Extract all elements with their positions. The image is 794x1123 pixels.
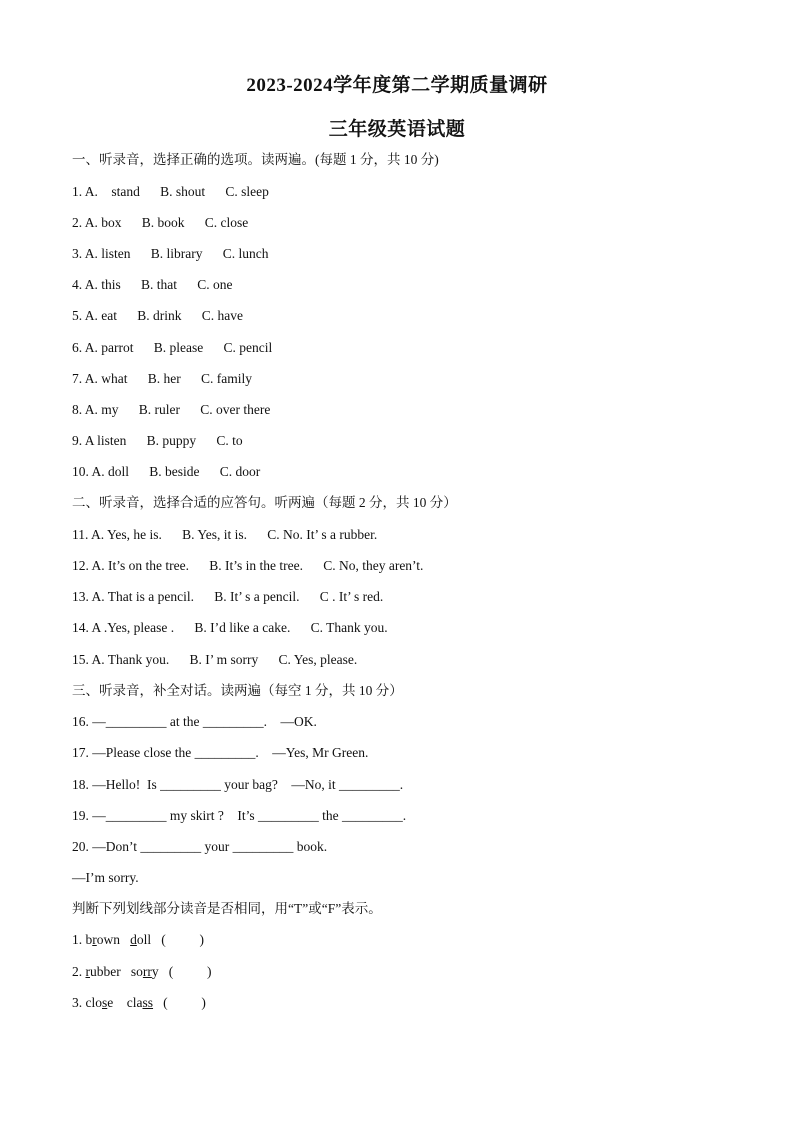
question-11: 11. A. Yes, he is. B. Yes, it is. C. No. It’ s a rubber. — [72, 527, 378, 542]
word-text: clo — [85, 995, 102, 1010]
underlined-letters: r — [92, 932, 97, 947]
word-text: cla — [113, 995, 143, 1010]
question-16: 16. —_________ at the _________. —OK. — [72, 714, 317, 729]
section1-heading: 一、听录音，选择正确的选项。读两遍。(每题 1 分，共 10 分) — [72, 152, 439, 167]
question-15: 15. A. Thank you. B. I’ m sorry C. Yes, please. — [72, 652, 358, 667]
answer-blank: ( ) — [151, 932, 205, 947]
answer-blank: ( ) — [153, 995, 206, 1010]
question-1: 1. A. stand B. shout C. sleep — [72, 184, 269, 199]
underlined-letters: s — [102, 995, 108, 1010]
section2-heading: 二、听录音，选择合适的应答句。听两遍（每题 2 分，共 10 分） — [72, 495, 457, 510]
question-2: 2. A. box B. book C. close — [72, 215, 249, 230]
question-17: 17. —Please close the _________. —Yes, Mr Green. — [72, 745, 369, 760]
question-6: 6. A. parrot B. please C. pencil — [72, 340, 273, 355]
question-14: 14. A .Yes, please . B. I’d like a cake. C. Thank you. — [72, 620, 388, 635]
phonics-item-3 — [72, 994, 206, 1012]
word-text: y — [151, 964, 159, 979]
phonics-item-1 — [72, 931, 204, 949]
underlined-letters: d — [130, 932, 137, 947]
word-text: e — [107, 995, 114, 1010]
section4-heading: 判断下列划线部分读音是否相同，用“T”或“F”表示。 — [72, 901, 382, 916]
page-title: 2023-2024学年度第二学期质量调研 — [246, 75, 548, 96]
question-3: 3. A. listen B. library C. lunch — [72, 246, 269, 261]
item-number: 1. — [72, 932, 86, 947]
question-10: 10. A. doll B. beside C. door — [72, 464, 261, 479]
question-5: 5. A. eat B. drink C. have — [72, 308, 243, 323]
question-9: 9. A listen B. puppy C. to — [72, 433, 243, 448]
question-7: 7. A. what B. her C. family — [72, 371, 252, 386]
question-12: 12. A. It’s on the tree. B. It’s in the tree. C. No, they aren’t. — [72, 558, 424, 573]
phonics-item-2 — [72, 963, 212, 981]
word-text: oll — [136, 932, 152, 947]
question-13: 13. A. That is a pencil. B. It’ s a pencil. C . It’ s red. — [72, 589, 384, 604]
word-text: so — [120, 964, 143, 979]
word-text: b — [85, 932, 93, 947]
question-20-reply: —I’m sorry. — [72, 870, 139, 885]
word-text: ubber — [90, 964, 121, 979]
page-subtitle: 三年级英语试题 — [328, 119, 466, 140]
word-text — [120, 932, 130, 947]
question-4: 4. A. this B. that C. one — [72, 277, 233, 292]
question-18: 18. —Hello! Is _________ your bag? —No, it _________. — [72, 777, 404, 792]
underlined-letters: r — [85, 964, 90, 979]
section3-heading: 三、听录音，补全对话。读两遍（每空 1 分，共 10 分） — [72, 683, 403, 698]
underlined-letters: rr — [142, 964, 152, 979]
answer-blank: ( ) — [158, 964, 212, 979]
item-number: 2. — [72, 964, 86, 979]
question-20: 20. —Don’t _________ your _________ book. — [72, 839, 328, 854]
item-number: 3. — [72, 995, 86, 1010]
underlined-letters: ss — [142, 995, 154, 1010]
question-8: 8. A. my B. ruler C. over there — [72, 402, 271, 417]
word-text: own — [96, 932, 120, 947]
question-19: 19. —_________ my skirt ? It’s _________ the _________. — [72, 808, 407, 823]
